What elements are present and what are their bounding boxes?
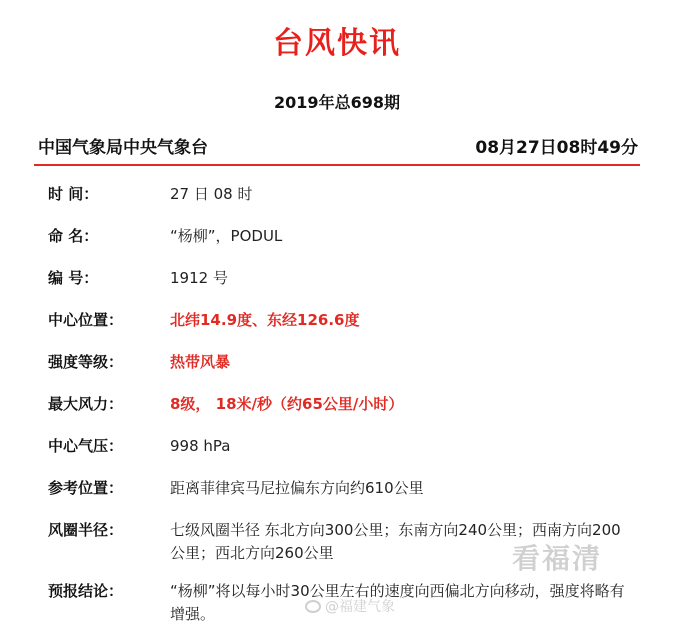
weibo-watermark	[305, 596, 395, 616]
field-label: 强度等级：	[48, 353, 124, 371]
weibo-icon	[305, 600, 321, 613]
field-row-number	[48, 267, 648, 290]
field-row-center-position	[48, 309, 648, 332]
field-label: 中心气压：	[48, 437, 124, 455]
field-value: 北纬14.9度、东经126.6度	[170, 311, 360, 329]
field-row-center-pressure	[48, 435, 648, 458]
field-row-max-wind	[48, 393, 648, 416]
agency-name: 中国气象局中央气象台	[38, 138, 208, 158]
field-row-time	[48, 183, 648, 206]
field-label: 中心位置：	[48, 311, 124, 329]
field-value: “杨柳”，PODUL	[170, 227, 283, 245]
bulletin-header	[38, 133, 638, 158]
field-row-name	[48, 225, 648, 248]
field-label: 时 间：	[48, 185, 99, 203]
field-label: 命 名：	[48, 227, 99, 245]
issue-timestamp: 08月27日08时49分	[475, 138, 638, 158]
brand-watermark: 看福清	[512, 542, 603, 575]
field-label: 风圈半径：	[48, 521, 124, 539]
field-value: 27 日 08 时	[170, 185, 253, 203]
field-value: 热带风暴	[170, 353, 231, 371]
field-label: 预报结论：	[48, 582, 124, 600]
field-label: 最大风力：	[48, 395, 124, 413]
field-value: 1912 号	[170, 269, 228, 287]
field-value: “杨柳”将以每小时30公里左右的速度向西偏北方向移动，强度将略有增强。	[170, 582, 625, 623]
issue-number: 2019年总698期	[274, 93, 400, 112]
weibo-handle: @福建气象	[325, 599, 395, 615]
bulletin-title: 台风快讯	[273, 26, 401, 61]
field-label: 编 号：	[48, 269, 99, 287]
field-label: 参考位置：	[48, 479, 124, 497]
field-value: 距离菲律宾马尼拉偏东方向约610公里	[170, 479, 424, 497]
field-value: 998 hPa	[170, 437, 231, 455]
header-divider	[34, 164, 640, 166]
field-row-intensity	[48, 351, 648, 374]
field-value: 七级风圈半径 东北方向300公里；东南方向240公里；西南方向200公里；西北方向260公里	[170, 521, 621, 562]
field-row-reference-position	[48, 477, 648, 500]
field-value: 8级， 18米/秒（约65公里/小时）	[170, 395, 404, 413]
